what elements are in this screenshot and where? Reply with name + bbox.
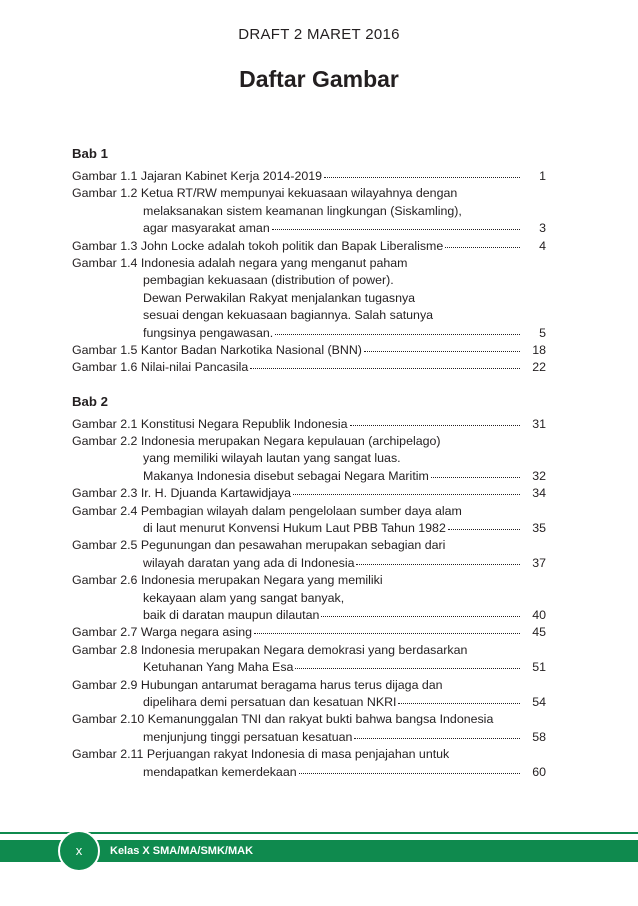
page-ref: 58	[532, 729, 546, 744]
dot-leader	[299, 773, 520, 774]
dot-leader	[254, 633, 520, 634]
dot-leader	[272, 229, 520, 230]
figure-caption: Gambar 2.10 Kemanunggalan TNI dan rakyat bukti bahwa bangsa Indonesia	[72, 712, 494, 727]
figure-entry-line	[72, 220, 546, 237]
figure-caption: agar masyarakat aman	[143, 221, 270, 236]
page-ref: 3	[539, 221, 546, 236]
figure-entry-line	[72, 677, 546, 694]
page-ref: 31	[532, 416, 546, 431]
figure-entry	[72, 711, 546, 746]
figure-entry-line	[72, 238, 546, 255]
figure-entry	[72, 485, 546, 502]
page-ref: 54	[532, 694, 546, 709]
figure-caption: Gambar 2.3 Ir. H. Djuanda Kartawidjaya	[72, 486, 292, 501]
dot-leader	[445, 247, 520, 248]
figure-caption: Gambar 2.2 Indonesia merupakan Negara kepulauan (archipelago)	[72, 434, 441, 449]
figure-caption: Gambar 2.6 Indonesia merupakan Negara yang memiliki	[72, 573, 383, 588]
figure-caption: Gambar 1.1 Jajaran Kabinet Kerja 2014-2019	[72, 169, 323, 183]
page-ref: 32	[532, 468, 546, 483]
footer-line	[0, 832, 638, 834]
figure-caption: pembagian kekuasaan (distribution of power).	[143, 273, 394, 288]
dot-leader	[364, 351, 520, 352]
dot-leader	[250, 368, 520, 369]
figure-entry-line	[72, 746, 546, 763]
dot-leader	[295, 668, 520, 669]
figure-entry-line	[72, 729, 546, 746]
figure-caption: Gambar 1.6 Nilai-nilai Pancasila	[72, 360, 249, 375]
figure-caption: fungsinya pengawasan.	[143, 325, 274, 340]
dot-leader	[356, 564, 520, 565]
figure-caption: sesuai dengan kekuasaan bagiannya. Salah satunya	[143, 308, 434, 323]
dot-leader	[293, 494, 520, 495]
figure-entry-line	[72, 203, 546, 220]
figure-caption: Makanya Indonesia disebut sebagai Negara Maritim	[143, 468, 429, 483]
figure-entry-line	[72, 764, 546, 781]
figure-entry-line	[72, 520, 546, 537]
figure-entry-line	[72, 468, 546, 485]
book-title: Kelas X SMA/MA/SMK/MAK	[110, 845, 254, 857]
page-title: Daftar Gambar	[239, 66, 399, 92]
figure-entry	[72, 342, 546, 359]
figure-entry-line	[72, 659, 546, 676]
page-ref: 22	[532, 360, 546, 375]
figure-entry-line	[72, 359, 546, 376]
page-ref: 60	[532, 764, 546, 779]
page-ref: 4	[539, 238, 546, 253]
figure-entry-line	[72, 272, 546, 289]
figure-entry-line	[72, 711, 546, 728]
figure-entry-line	[72, 642, 546, 659]
page-number-badge	[58, 830, 100, 872]
figure-entry-line	[72, 290, 546, 307]
figure-list	[72, 145, 546, 781]
figure-caption: baik di daratan maupun dilautan	[143, 607, 320, 622]
figure-entry-line	[72, 503, 546, 520]
figure-entry-line	[72, 168, 546, 185]
figure-entry	[72, 624, 546, 641]
dot-leader	[350, 425, 520, 426]
figure-caption: Gambar 1.2 Ketua RT/RW mempunyai kekuasaan wilayahnya dengan	[72, 186, 458, 201]
figure-entry-line	[72, 307, 546, 324]
figure-entry	[72, 416, 546, 433]
figure-entry	[72, 677, 546, 712]
figure-caption: Gambar 2.8 Indonesia merupakan Negara demokrasi yang berdasarkan	[72, 642, 468, 657]
figure-entry	[72, 185, 546, 237]
page-ref: 45	[532, 625, 546, 640]
page-ref: 35	[532, 521, 546, 536]
figure-caption: Gambar 1.3 John Locke adalah tokoh politik dan Bapak Liberalisme	[72, 238, 444, 253]
figure-caption: dipelihara demi persatuan dan kesatuan NKRI	[143, 694, 397, 709]
figure-caption: Gambar 1.4 Indonesia adalah negara yang menganut paham	[72, 255, 408, 270]
figure-entry	[72, 238, 546, 255]
page-ref: 40	[532, 607, 546, 622]
chapter-heading: Bab 2	[72, 393, 108, 409]
figure-caption: wilayah daratan yang ada di Indonesia	[143, 555, 355, 570]
figure-entry-line	[72, 342, 546, 359]
figure-entry-line	[72, 185, 546, 202]
chapter-heading: Bab 1	[72, 146, 108, 161]
dot-leader	[398, 703, 520, 704]
figure-entry-line	[72, 416, 546, 433]
figure-entry-line	[72, 590, 546, 607]
dot-leader	[354, 738, 520, 739]
figure-entry-line	[72, 555, 546, 572]
page-ref: 51	[532, 660, 546, 675]
page-ref: 5	[539, 325, 546, 340]
figure-caption: yang memiliki wilayah lautan yang sangat luas.	[143, 451, 401, 466]
figure-entry-line	[72, 325, 546, 342]
figure-caption: Gambar 2.9 Hubungan antarumat beragama harus terus dijaga dan	[72, 677, 443, 692]
figure-entry-line	[72, 607, 546, 624]
figure-entry	[72, 255, 546, 342]
figure-caption: mendapatkan kemerdekaan	[143, 764, 297, 779]
figure-entry	[72, 359, 546, 376]
figure-entry-line	[72, 694, 546, 711]
figure-caption: Gambar 2.7 Warga negara asing	[72, 625, 252, 640]
page-ref: 37	[532, 555, 546, 570]
dot-leader	[324, 177, 520, 178]
page-ref: 1	[539, 169, 546, 183]
page-ref: 34	[532, 486, 546, 501]
figure-caption: melaksanakan sistem keamanan lingkungan (Siskamling),	[143, 203, 462, 218]
figure-entry	[72, 642, 546, 677]
figure-entry-line	[72, 450, 546, 467]
figure-entry-line	[72, 433, 546, 450]
chapter-gap	[72, 377, 546, 393]
figure-entry-line	[72, 624, 546, 641]
figure-entry	[72, 503, 546, 538]
figure-caption: di laut menurut Konvensi Hukum Laut PBB Tahun 1982	[143, 521, 446, 536]
figure-caption: Gambar 1.5 Kantor Badan Narkotika Nasional (BNN)	[72, 342, 362, 357]
figure-entry	[72, 537, 546, 572]
figure-entry-line	[72, 255, 546, 272]
figure-caption: menjunjung tinggi persatuan kesatuan	[143, 729, 353, 744]
dot-leader	[448, 529, 520, 530]
figure-caption: Gambar 2.1 Konstitusi Negara Republik Indonesia	[72, 416, 348, 431]
dot-leader	[431, 477, 520, 478]
figure-caption: Gambar 2.11 Perjuangan rakyat Indonesia di masa penjajahan untuk	[72, 747, 450, 762]
figure-caption: Gambar 2.5 Pegunungan dan pesawahan merupakan sebagian dari	[72, 538, 446, 553]
page-ref: 18	[532, 342, 546, 357]
figure-caption: kekayaan alam yang sangat banyak,	[143, 590, 345, 605]
figure-entry	[72, 572, 546, 624]
page-number: x	[75, 843, 83, 858]
draft-header: DRAFT 2 MARET 2016	[238, 26, 400, 43]
figure-caption: Gambar 2.4 Pembagian wilayah dalam pengelolaan sumber daya alam	[72, 503, 462, 518]
figure-caption: Dewan Perwakilan Rakyat menjalankan tugasnya	[143, 290, 416, 305]
figure-entry	[72, 746, 546, 781]
dot-leader	[321, 616, 520, 617]
figure-entry	[72, 168, 546, 185]
figure-entry	[72, 433, 546, 485]
figure-caption: Ketuhanan Yang Maha Esa	[143, 660, 294, 675]
figure-entry-line	[72, 572, 546, 589]
figure-entry-line	[72, 537, 546, 554]
dot-leader	[275, 334, 520, 335]
figure-entry-line	[72, 485, 546, 502]
